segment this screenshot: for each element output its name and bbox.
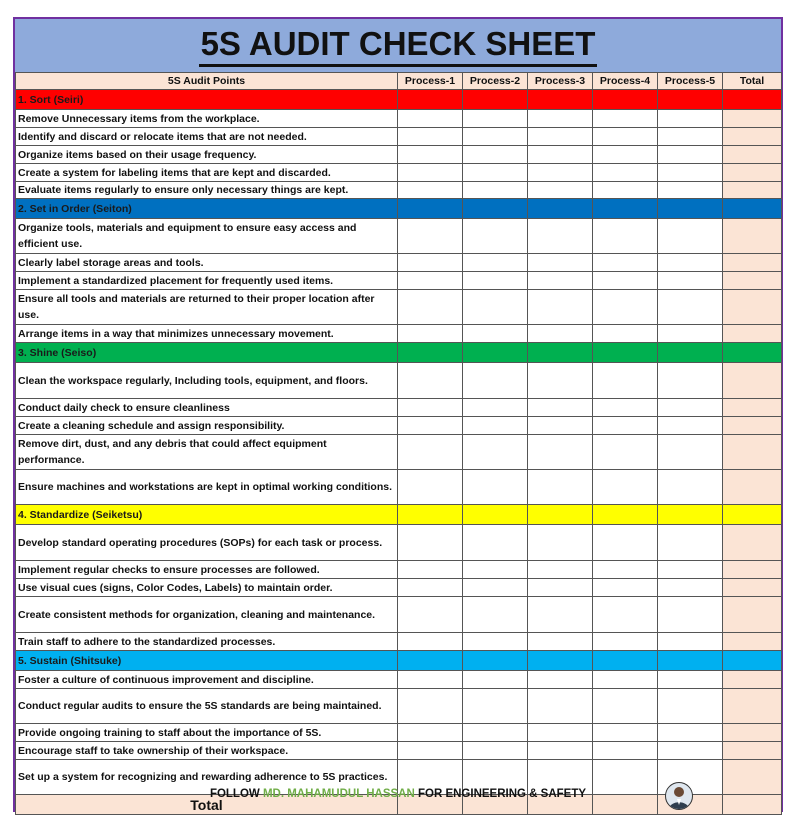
row-total-cell[interactable] [723, 272, 782, 290]
table-row [16, 671, 782, 689]
audit-point: Remove Unnecessary items from the workplace. [16, 110, 398, 128]
process-1-score-cell[interactable] [398, 399, 463, 417]
process-1-score-cell[interactable] [398, 254, 463, 272]
process-5-score-cell[interactable] [658, 182, 723, 199]
process-4-score-cell[interactable] [593, 325, 658, 343]
process-3-score-cell[interactable] [528, 110, 593, 128]
audit-table [15, 72, 782, 815]
header-process-4: Process-4 [593, 73, 658, 90]
table-row [16, 128, 782, 146]
process-5-score-cell[interactable] [658, 689, 723, 724]
title-bar [15, 19, 781, 72]
section-cell [658, 199, 723, 219]
process-3-score-cell[interactable] [528, 435, 593, 470]
process-3-score-cell[interactable] [528, 219, 593, 254]
table-row [16, 363, 782, 399]
process-2-score-cell[interactable] [463, 597, 528, 633]
process-1-score-cell[interactable] [398, 182, 463, 199]
process-2-score-cell[interactable] [463, 363, 528, 399]
section-row [16, 343, 782, 363]
process-5-score-cell[interactable] [658, 272, 723, 290]
footer-suffix: FOR ENGINEERING & SAFETY [414, 788, 587, 800]
process-1-score-cell[interactable] [398, 272, 463, 290]
section-cell [723, 651, 782, 671]
row-total-cell[interactable] [723, 417, 782, 435]
row-total-cell[interactable] [723, 110, 782, 128]
row-total-cell[interactable] [723, 597, 782, 633]
audit-point: Train staff to adhere to the standardized processes. [16, 633, 398, 651]
process-1-score-cell[interactable] [398, 579, 463, 597]
process-5-score-cell[interactable] [658, 128, 723, 146]
section-cell [463, 505, 528, 525]
process-4-score-cell[interactable] [593, 363, 658, 399]
audit-point: Implement regular checks to ensure processes are followed. [16, 561, 398, 579]
section-cell [398, 90, 463, 110]
row-total-cell[interactable] [723, 470, 782, 505]
section-row [16, 90, 782, 110]
section-cell [528, 651, 593, 671]
process-3-score-cell[interactable] [528, 671, 593, 689]
process-4-score-cell[interactable] [593, 435, 658, 470]
process-5-score-cell[interactable] [658, 470, 723, 505]
avatar[interactable] [665, 782, 693, 810]
process-5-score-cell[interactable] [658, 290, 723, 325]
row-total-cell[interactable] [723, 182, 782, 199]
process-3-score-cell[interactable] [528, 290, 593, 325]
process-5-score-cell[interactable] [658, 561, 723, 579]
process-4-score-cell[interactable] [593, 254, 658, 272]
process-5-score-cell[interactable] [658, 525, 723, 561]
process-4-score-cell[interactable] [593, 470, 658, 505]
audit-point: Conduct daily check to ensure cleanliness [16, 399, 398, 417]
process-3-score-cell[interactable] [528, 633, 593, 651]
process-5-score-cell[interactable] [658, 325, 723, 343]
section-cell [398, 343, 463, 363]
row-total-cell[interactable] [723, 561, 782, 579]
audit-point: Develop standard operating procedures (SOPs) for each task or process. [16, 525, 398, 561]
row-total-cell[interactable] [723, 435, 782, 470]
process-2-score-cell[interactable] [463, 470, 528, 505]
audit-point: Identify and discard or relocate items that are not needed. [16, 128, 398, 146]
process-3-score-cell[interactable] [528, 272, 593, 290]
audit-point: Clean the workspace regularly, Including tools, equipment, and floors. [16, 363, 398, 399]
row-total-cell[interactable] [723, 633, 782, 651]
section-title: 2. Set in Order (Seiton) [16, 199, 398, 219]
process-5-score-cell[interactable] [658, 363, 723, 399]
process-3-score-cell[interactable] [528, 325, 593, 343]
process-4-score-cell[interactable] [593, 525, 658, 561]
table-row [16, 742, 782, 760]
process-4-score-cell[interactable] [593, 561, 658, 579]
process-1-score-cell[interactable] [398, 164, 463, 182]
process-3-score-cell[interactable] [528, 363, 593, 399]
process-1-score-cell[interactable] [398, 146, 463, 164]
row-total-cell[interactable] [723, 128, 782, 146]
process-2-score-cell[interactable] [463, 633, 528, 651]
process-2-score-cell[interactable] [463, 325, 528, 343]
table-row [16, 146, 782, 164]
header-process-2: Process-2 [463, 73, 528, 90]
section-cell [463, 90, 528, 110]
process-2-score-cell[interactable] [463, 579, 528, 597]
process-2-score-cell[interactable] [463, 724, 528, 742]
process-3-score-cell[interactable] [528, 689, 593, 724]
table-row [16, 110, 782, 128]
section-cell [593, 505, 658, 525]
process-3-score-cell[interactable] [528, 525, 593, 561]
process-4-score-cell[interactable] [593, 146, 658, 164]
process-5-score-cell[interactable] [658, 579, 723, 597]
process-3-score-cell[interactable] [528, 470, 593, 505]
section-cell [528, 90, 593, 110]
table-row [16, 579, 782, 597]
section-cell [658, 505, 723, 525]
process-4-score-cell[interactable] [593, 219, 658, 254]
process-4-score-cell[interactable] [593, 689, 658, 724]
process-1-score-cell[interactable] [398, 597, 463, 633]
process-3-score-cell[interactable] [528, 597, 593, 633]
process-2-score-cell[interactable] [463, 742, 528, 760]
process-1-score-cell[interactable] [398, 290, 463, 325]
section-cell [398, 505, 463, 525]
table-row [16, 290, 782, 325]
process-1-score-cell[interactable] [398, 417, 463, 435]
table-row [16, 470, 782, 505]
section-cell [463, 343, 528, 363]
section-row [16, 651, 782, 671]
total-label: Total [16, 795, 398, 815]
process-5-score-cell[interactable] [658, 219, 723, 254]
section-cell [723, 505, 782, 525]
process-5-score-cell[interactable] [658, 110, 723, 128]
person-icon [666, 783, 692, 809]
process-3-score-cell[interactable] [528, 399, 593, 417]
row-total-cell[interactable] [723, 219, 782, 254]
section-cell [398, 199, 463, 219]
section-cell [528, 199, 593, 219]
process-4-score-cell[interactable] [593, 579, 658, 597]
process-1-score-cell[interactable] [398, 435, 463, 470]
table-row [16, 689, 782, 724]
process-3-score-cell[interactable] [528, 164, 593, 182]
section-cell [593, 343, 658, 363]
table-body [16, 90, 782, 815]
audit-point: Encourage staff to take ownership of their workspace. [16, 742, 398, 760]
row-total-cell[interactable] [723, 689, 782, 724]
process-5-score-cell[interactable] [658, 633, 723, 651]
table-row [16, 525, 782, 561]
table-row [16, 724, 782, 742]
process-5-score-cell[interactable] [658, 164, 723, 182]
row-total-cell[interactable] [723, 671, 782, 689]
process-4-score-cell[interactable] [593, 417, 658, 435]
process-2-score-cell[interactable] [463, 290, 528, 325]
process-1-score-cell[interactable] [398, 633, 463, 651]
process-2-score-cell[interactable] [463, 671, 528, 689]
process-4-score-cell[interactable] [593, 110, 658, 128]
process-1-score-cell[interactable] [398, 219, 463, 254]
row-total-cell[interactable] [723, 399, 782, 417]
process-1-score-cell[interactable] [398, 470, 463, 505]
section-cell [723, 199, 782, 219]
audit-point: Conduct regular audits to ensure the 5S standards are being maintained. [16, 689, 398, 724]
row-total-cell[interactable] [723, 254, 782, 272]
audit-point: Arrange items in a way that minimizes unnecessary movement. [16, 325, 398, 343]
audit-point: Create a cleaning schedule and assign responsibility. [16, 417, 398, 435]
row-total-cell[interactable] [723, 325, 782, 343]
process-2-score-cell[interactable] [463, 399, 528, 417]
audit-point: Foster a culture of continuous improvement and discipline. [16, 671, 398, 689]
process-4-score-cell[interactable] [593, 182, 658, 199]
table-row [16, 561, 782, 579]
process-5-score-cell[interactable] [658, 742, 723, 760]
process-3-score-cell[interactable] [528, 724, 593, 742]
section-cell [593, 651, 658, 671]
process-4-score-cell[interactable] [593, 724, 658, 742]
process-3-score-cell[interactable] [528, 128, 593, 146]
process-4-score-cell[interactable] [593, 290, 658, 325]
process-3-score-cell[interactable] [528, 579, 593, 597]
process-2-score-cell[interactable] [463, 182, 528, 199]
process-1-score-cell[interactable] [398, 325, 463, 343]
process-5-score-cell[interactable] [658, 254, 723, 272]
header-row [16, 73, 782, 90]
process-5-score-cell[interactable] [658, 399, 723, 417]
process-1-score-cell[interactable] [398, 363, 463, 399]
row-total-cell[interactable] [723, 724, 782, 742]
table-row [16, 435, 782, 470]
section-cell [528, 505, 593, 525]
process-1-score-cell[interactable] [398, 561, 463, 579]
process-4-score-cell[interactable] [593, 597, 658, 633]
process-2-score-cell[interactable] [463, 164, 528, 182]
row-total-cell[interactable] [723, 579, 782, 597]
section-cell [658, 651, 723, 671]
process-2-score-cell[interactable] [463, 110, 528, 128]
section-title: 5. Sustain (Shitsuke) [16, 651, 398, 671]
audit-point: Organize items based on their usage frequency. [16, 146, 398, 164]
page-title: 5S AUDIT CHECK SHEET [199, 24, 598, 67]
header-total: Total [723, 73, 782, 90]
process-4-score-cell[interactable] [593, 272, 658, 290]
process-4-score-cell[interactable] [593, 671, 658, 689]
process-4-score-cell[interactable] [593, 742, 658, 760]
table-row [16, 399, 782, 417]
process-1-score-cell[interactable] [398, 742, 463, 760]
process-4-score-cell[interactable] [593, 164, 658, 182]
process-3-score-cell[interactable] [528, 561, 593, 579]
audit-point: Ensure all tools and materials are returned to their proper location after use. [16, 290, 398, 325]
process-4-score-cell[interactable] [593, 399, 658, 417]
audit-sheet [13, 17, 783, 812]
table-row [16, 219, 782, 254]
audit-point: Evaluate items regularly to ensure only necessary things are kept. [16, 182, 398, 199]
process-2-score-cell[interactable] [463, 417, 528, 435]
audit-point: Organize tools, materials and equipment to ensure easy access and efficient use. [16, 219, 398, 254]
section-cell [398, 651, 463, 671]
section-row [16, 199, 782, 219]
section-cell [528, 343, 593, 363]
process-2-score-cell[interactable] [463, 435, 528, 470]
audit-point: Create consistent methods for organization, cleaning and maintenance. [16, 597, 398, 633]
section-cell [658, 343, 723, 363]
audit-point: Ensure machines and workstations are kept in optimal working conditions. [16, 470, 398, 505]
process-3-score-cell[interactable] [528, 254, 593, 272]
table-row [16, 164, 782, 182]
process-1-score-cell[interactable] [398, 671, 463, 689]
process-2-score-cell[interactable] [463, 272, 528, 290]
process-4-score-cell[interactable] [593, 633, 658, 651]
footer-author-name[interactable]: MD. MAHAMUDUL HASSAN [262, 788, 415, 800]
process-1-score-cell[interactable] [398, 110, 463, 128]
header-points: 5S Audit Points [16, 73, 398, 90]
process-1-score-cell[interactable] [398, 525, 463, 561]
section-cell [658, 90, 723, 110]
section-cell [463, 199, 528, 219]
process-2-score-cell[interactable] [463, 146, 528, 164]
section-title: 4. Standardize (Seiketsu) [16, 505, 398, 525]
table-row [16, 182, 782, 199]
section-cell [463, 651, 528, 671]
section-title: 3. Shine (Seiso) [16, 343, 398, 363]
header-process-5: Process-5 [658, 73, 723, 90]
process-5-score-cell[interactable] [658, 597, 723, 633]
process-5-score-cell[interactable] [658, 724, 723, 742]
footer-prefix: FOLLOW [209, 788, 263, 800]
audit-point: Remove dirt, dust, and any debris that could affect equipment performance. [16, 435, 398, 470]
row-total-cell[interactable] [723, 525, 782, 561]
process-2-score-cell[interactable] [463, 561, 528, 579]
section-cell [593, 90, 658, 110]
process-5-score-cell[interactable] [658, 435, 723, 470]
row-total-cell[interactable] [723, 742, 782, 760]
audit-point: Implement a standardized placement for frequently used items. [16, 272, 398, 290]
audit-point: Provide ongoing training to staff about the importance of 5S. [16, 724, 398, 742]
header-process-3: Process-3 [528, 73, 593, 90]
table-row [16, 254, 782, 272]
process-4-score-cell[interactable] [593, 128, 658, 146]
process-2-score-cell[interactable] [463, 689, 528, 724]
process-2-score-cell[interactable] [463, 219, 528, 254]
audit-point: Set up a system for recognizing and rewarding adherence to 5S practices. [16, 760, 398, 795]
row-total-cell[interactable] [723, 146, 782, 164]
audit-point: Use visual cues (signs, Color Codes, Labels) to maintain order. [16, 579, 398, 597]
process-3-score-cell[interactable] [528, 742, 593, 760]
process-2-score-cell[interactable] [463, 525, 528, 561]
row-total-cell[interactable] [723, 363, 782, 399]
section-row [16, 505, 782, 525]
process-1-score-cell[interactable] [398, 724, 463, 742]
section-cell [723, 90, 782, 110]
row-total-cell[interactable] [723, 290, 782, 325]
process-3-score-cell[interactable] [528, 417, 593, 435]
section-cell [723, 343, 782, 363]
row-total-cell[interactable] [723, 164, 782, 182]
audit-point: Clearly label storage areas and tools. [16, 254, 398, 272]
process-3-score-cell[interactable] [528, 146, 593, 164]
process-1-score-cell[interactable] [398, 689, 463, 724]
table-row [16, 597, 782, 633]
section-title: 1. Sort (Seiri) [16, 90, 398, 110]
table-row [16, 272, 782, 290]
process-2-score-cell[interactable] [463, 128, 528, 146]
section-cell [593, 199, 658, 219]
audit-point: Create a system for labeling items that are kept and discarded. [16, 164, 398, 182]
table-row [16, 633, 782, 651]
table-row [16, 417, 782, 435]
process-3-score-cell[interactable] [528, 182, 593, 199]
process-2-score-cell[interactable] [463, 254, 528, 272]
process-1-score-cell[interactable] [398, 128, 463, 146]
header-process-1: Process-1 [398, 73, 463, 90]
table-row [16, 325, 782, 343]
process-5-score-cell[interactable] [658, 417, 723, 435]
process-5-score-cell[interactable] [658, 146, 723, 164]
process-5-score-cell[interactable] [658, 671, 723, 689]
